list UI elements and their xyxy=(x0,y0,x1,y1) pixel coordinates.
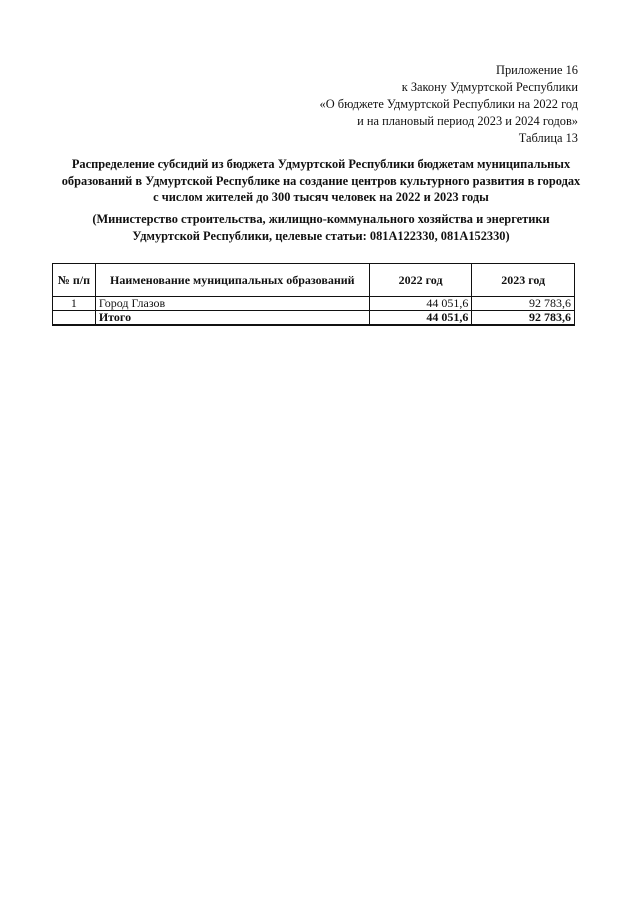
subtitle-line-2: Удмуртской Республики, целевые статьи: 081А122330, 081А152330) xyxy=(132,228,510,243)
appendix-header xyxy=(320,62,578,130)
cell-num: 1 xyxy=(53,297,96,311)
total-2022: 44 051,6 xyxy=(369,311,472,326)
cell-name: Город Глазов xyxy=(95,297,369,311)
document-subtitle xyxy=(56,211,586,244)
cell-2022: 44 051,6 xyxy=(369,297,472,311)
cell-2023: 92 783,6 xyxy=(472,297,575,311)
appendix-line-3: «О бюджете Удмуртской Республики на 2022 год xyxy=(319,97,578,111)
title-line-1: Распределение субсидий из бюджета Удмуртской Республики бюджетам муниципальных xyxy=(71,157,571,171)
title-line-2: образований в Удмуртской Республике на создание центров культурного развития в городах xyxy=(61,173,581,188)
appendix-line-1: Приложение 16 xyxy=(496,63,578,77)
table-row xyxy=(53,297,575,311)
header-num: № п/п xyxy=(53,264,96,297)
subsidy-table xyxy=(52,263,575,326)
title-line-3: с числом жителей до 300 тысяч человек на 2022 и 2023 годы xyxy=(153,190,489,204)
header-2022: 2022 год xyxy=(369,264,472,297)
document-title xyxy=(56,156,586,206)
header-name: Наименование муниципальных образований xyxy=(95,264,369,297)
total-num xyxy=(53,311,96,326)
appendix-line-4: и на плановый период 2023 и 2024 годов» xyxy=(357,114,578,128)
subtitle-line-1: (Министерство строительства, жилищно-коммунального хозяйства и энергетики xyxy=(92,212,550,226)
table-number-label: Таблица 13 xyxy=(518,131,578,145)
table-header-row xyxy=(53,264,575,297)
total-label: Итого xyxy=(95,311,369,326)
total-2023: 92 783,6 xyxy=(472,311,575,326)
table-total-row xyxy=(53,311,575,326)
appendix-line-2: к Закону Удмуртской Республики xyxy=(401,80,578,94)
header-2023: 2023 год xyxy=(472,264,575,297)
